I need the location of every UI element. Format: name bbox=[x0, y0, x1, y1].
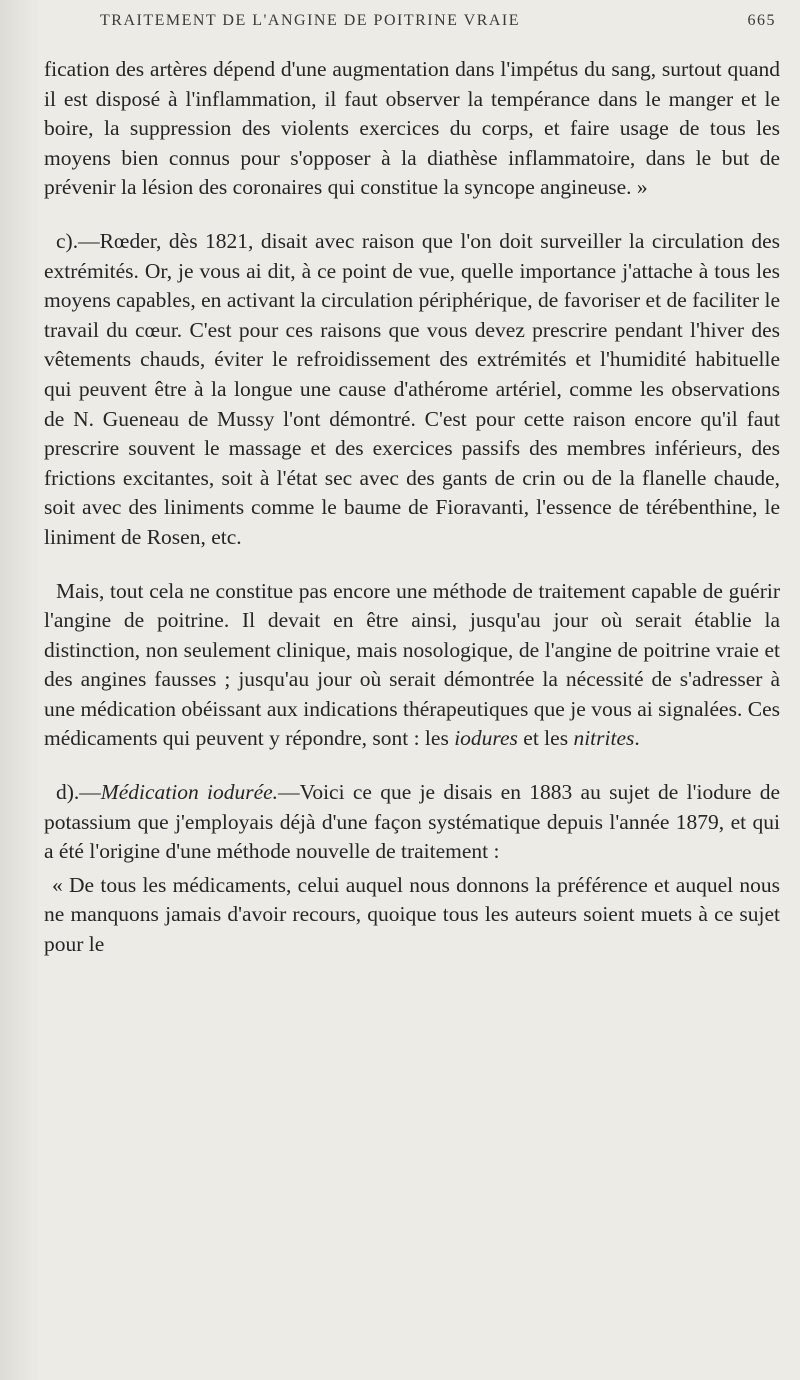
paragraph-continuation: fication des artères dépend d'une augmentation dans l'impétus du sang, surtout quand il est disposé à l'inflammation, il faut observer la tempérance dans le manger et le boire, la suppression des violents exercices du corps, et faire usage de tous les moyens bien connus pour s'opposer à la diathèse inflammatoire, dans le but de prévenir la lésion des coronaires qui constitue la syncope angineuse. » bbox=[44, 57, 780, 200]
paragraph-c: c).—Rœder, dès 1821, disait avec raison que l'on doit surveiller la circulation des extrémités. Or, je vous ai dit, à ce point de vue, quelle importance j'attache à tous les moyens capables, en activant la circulation périphérique, de favoriser et de faciliter le travail du cœur. C'est pour ces raisons que vous devez prescrire pendant l'hiver des vêtements chauds, éviter le refroidissement des extrémités et l'humidité habituelle qui peuvent être à la longue une cause d'athérome artériel, comme les observations de N. Gueneau de Mussy l'ont démontré. C'est pour cette raison encore qu'il faut prescrire souvent le massage et des exercices passifs des membres inférieurs, des frictions excitantes, soit à l'état sec avec des gants de crin ou de la flanelle chaude, soit avec des liniments comme le baume de Fioravanti, l'essence de térébenthine, le liniment de Rosen, etc. bbox=[44, 228, 780, 549]
paragraph-mais-joiner: et les bbox=[517, 726, 574, 751]
term-nitrites: nitrites bbox=[573, 726, 635, 751]
paragraph-mais-end: . bbox=[634, 726, 640, 751]
paragraph-d bbox=[44, 778, 780, 867]
section-heading-medication-iodure: Médication iodurée. bbox=[100, 780, 279, 805]
paragraph-d-text: —Voici ce que je disais en 1883 au sujet de l'iodure de potassium que j'employais déjà d'une façon systématique depuis l'année 1879, et qui a été l'origine d'une méthode nouvelle de traitement : bbox=[44, 780, 780, 864]
body-text bbox=[44, 55, 780, 960]
paragraph-mais bbox=[44, 577, 780, 755]
page-number: 665 bbox=[747, 12, 776, 29]
section-label-d: d).— bbox=[56, 780, 101, 805]
running-head-title: TRAITEMENT DE L'ANGINE DE POITRINE VRAIE bbox=[100, 12, 521, 29]
paragraph-mais-text: Mais, tout cela ne constitue pas encore une méthode de traitement capable de guérir l'angine de poitrine. Il devait en être ainsi, jusqu'au jour où serait établie la distinction, non seulement clinique, mais nosologique, de l'angine de poitrine vraie et des angines fausses ; jusqu'au jour où serait démontrée la nécessité de s'adresser à une médication obéissant aux indications thérapeutiques que je vous ai signalées. Ces médicaments qui peuvent y répondre, sont : les bbox=[44, 578, 780, 751]
quotation: « De tous les médicaments, celui auquel nous donnons la préférence et auquel nous ne manquons jamais d'avoir recours, quoique tous les auteurs soient muets à ce sujet pour le bbox=[44, 872, 780, 957]
term-iodures: iodures bbox=[454, 726, 518, 751]
